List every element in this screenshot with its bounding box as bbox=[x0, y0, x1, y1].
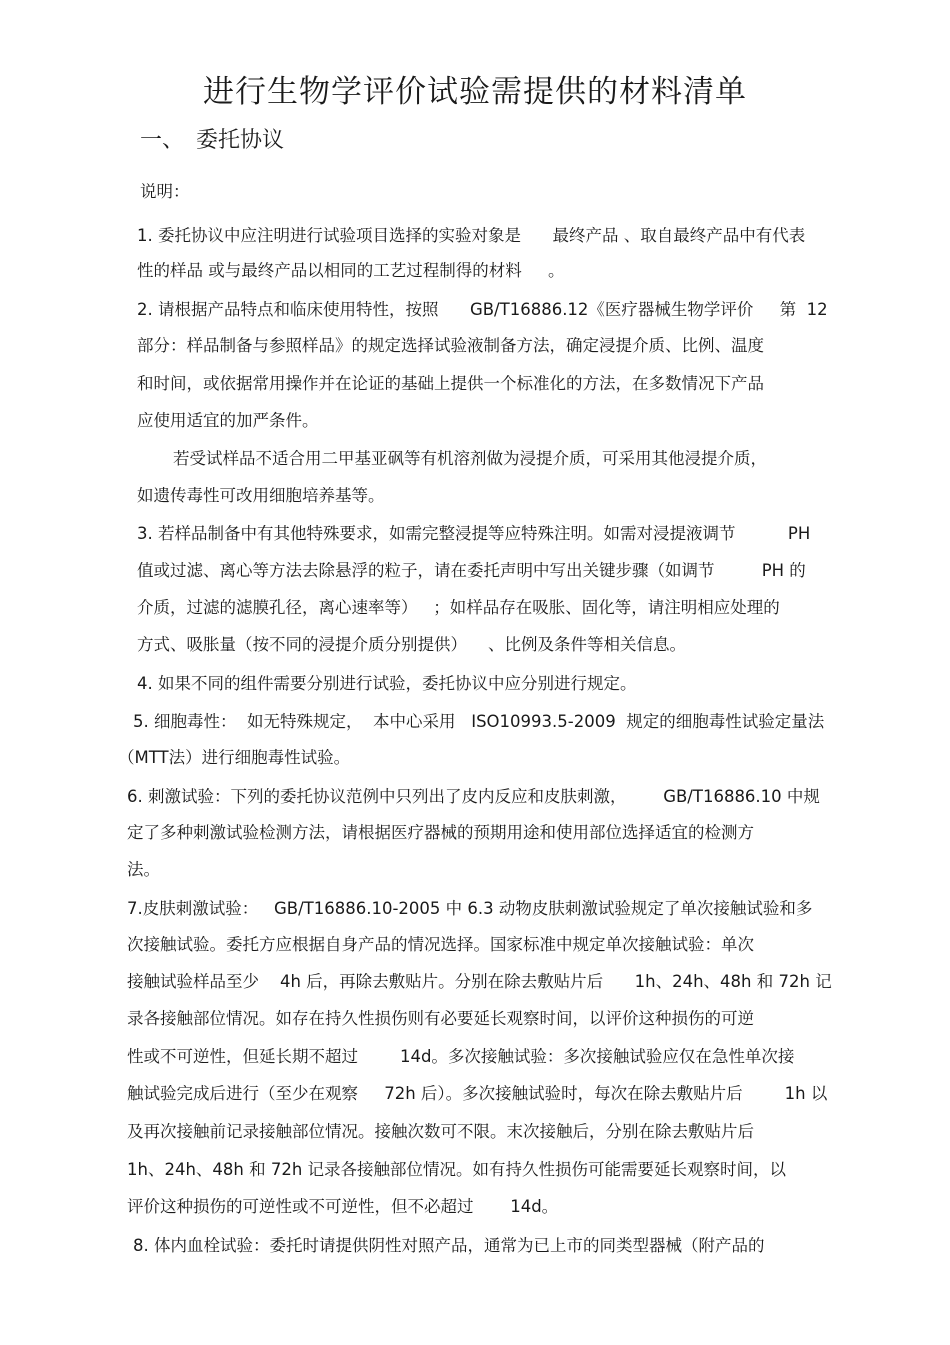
paragraph-line: 性或不可逆性，但延长期不超过 14d。多次接触试验：多次接触试验应仅在急性单次接 bbox=[127, 1047, 795, 1066]
paragraph-line: 1. 委托协议中应注明进行试验项目选择的实验对象是 最终产品 、取自最终产品中有代表 bbox=[137, 226, 806, 245]
paragraph-line: 次接触试验。委托方应根据自身产品的情况选择。国家标准中规定单次接触试验：单次 bbox=[127, 935, 754, 954]
paragraph-line: 6. 刺激试验：下列的委托协议范例中只列出了皮内反应和皮肤刺激， GB/T16886.10 中规 bbox=[127, 787, 820, 806]
paragraph-line: 值或过滤、离心等方法去除悬浮的粒子，请在委托声明中写出关键步骤（如调节 PH 的 bbox=[137, 561, 806, 580]
paragraph-line: 5. 细胞毒性： 如无特殊规定， 本中心采用 ISO10993.5-2009 规定的细胞毒性试验定量法 bbox=[133, 712, 825, 731]
paragraph-line: 3. 若样品制备中有其他特殊要求，如需完整浸提等应特殊注明。如需对浸提液调节 PH bbox=[137, 524, 811, 543]
section-number: 一、 bbox=[140, 128, 185, 153]
note-label: 说明： bbox=[140, 182, 190, 201]
paragraph-line: 4. 如果不同的组件需要分别进行试验，委托协议中应分别进行规定。 bbox=[137, 674, 637, 693]
paragraph-line: 方式、吸胀量（按不同的浸提介质分别提供） 、比例及条件等相关信息。 bbox=[137, 635, 686, 654]
paragraph-line: 介质，过滤的滤膜孔径，离心速率等） ；如样品存在吸胀、固化等，请注明相应处理的 bbox=[137, 598, 780, 617]
section-label: 委托协议 bbox=[196, 128, 285, 153]
paragraph-line: （MTT法）进行细胞毒性试验。 bbox=[118, 748, 351, 767]
paragraph-line: 2. 请根据产品特点和临床使用特性，按照 GB/T16886.12《医疗器械生物学评价 第 12 bbox=[137, 300, 828, 319]
paragraph-line: 如遗传毒性可改用细胞培养基等。 bbox=[137, 486, 385, 505]
paragraph-line: 接触试验样品至少 4h 后，再除去敷贴片。分别在除去敷贴片后 1h、24h、48h 和 72h 记 bbox=[127, 972, 832, 991]
paragraph-line: 7.皮肤刺激试验： GB/T16886.10-2005 中 6.3 动物皮肤刺激试验规定了单次接触试验和多 bbox=[127, 899, 813, 918]
paragraph-line: 录各接触部位情况。如存在持久性损伤则有必要延长观察时间，以评价这种损伤的可逆 bbox=[127, 1009, 754, 1028]
paragraph-line: 定了多种刺激试验检测方法，请根据医疗器械的预期用途和使用部位选择适宜的检测方 bbox=[127, 823, 754, 842]
paragraph-line: 和时间，或依据常用操作并在论证的基础上提供一个标准化的方法，在多数情况下产品 bbox=[137, 374, 764, 393]
page-title: 进行生物学评价试验需提供的材料清单 bbox=[203, 74, 747, 110]
paragraph-line: 法。 bbox=[127, 860, 160, 879]
paragraph-line: 及再次接触前记录接触部位情况。接触次数可不限。末次接触后，分别在除去敷贴片后 bbox=[127, 1122, 754, 1141]
paragraph-line: 部分：样品制备与参照样品》的规定选择试验液制备方法，确定浸提介质、比例、温度 bbox=[137, 336, 764, 355]
paragraph-line: 性的样品 或与最终产品以相同的工艺过程制得的材料 。 bbox=[137, 261, 565, 280]
section-heading bbox=[140, 124, 284, 158]
paragraph-line: 若受试样品不适合用二甲基亚砜等有机溶剂做为浸提介质，可采用其他浸提介质， bbox=[173, 449, 767, 468]
paragraph-line: 评价这种损伤的可逆性或不可逆性，但不必超过 14d。 bbox=[127, 1197, 559, 1216]
paragraph-line: 应使用适宜的加严条件。 bbox=[137, 411, 319, 430]
paragraph-line: 1h、24h、48h 和 72h 记录各接触部位情况。如有持久性损伤可能需要延长观察时间，以 bbox=[127, 1160, 787, 1179]
paragraph-line: 触试验完成后进行（至少在观察 72h 后）。多次接触试验时，每次在除去敷贴片后 1h 以 bbox=[127, 1084, 828, 1103]
paragraph-line: 8. 体内血栓试验：委托时请提供阴性对照产品，通常为已上市的同类型器械（附产品的 bbox=[133, 1236, 765, 1255]
